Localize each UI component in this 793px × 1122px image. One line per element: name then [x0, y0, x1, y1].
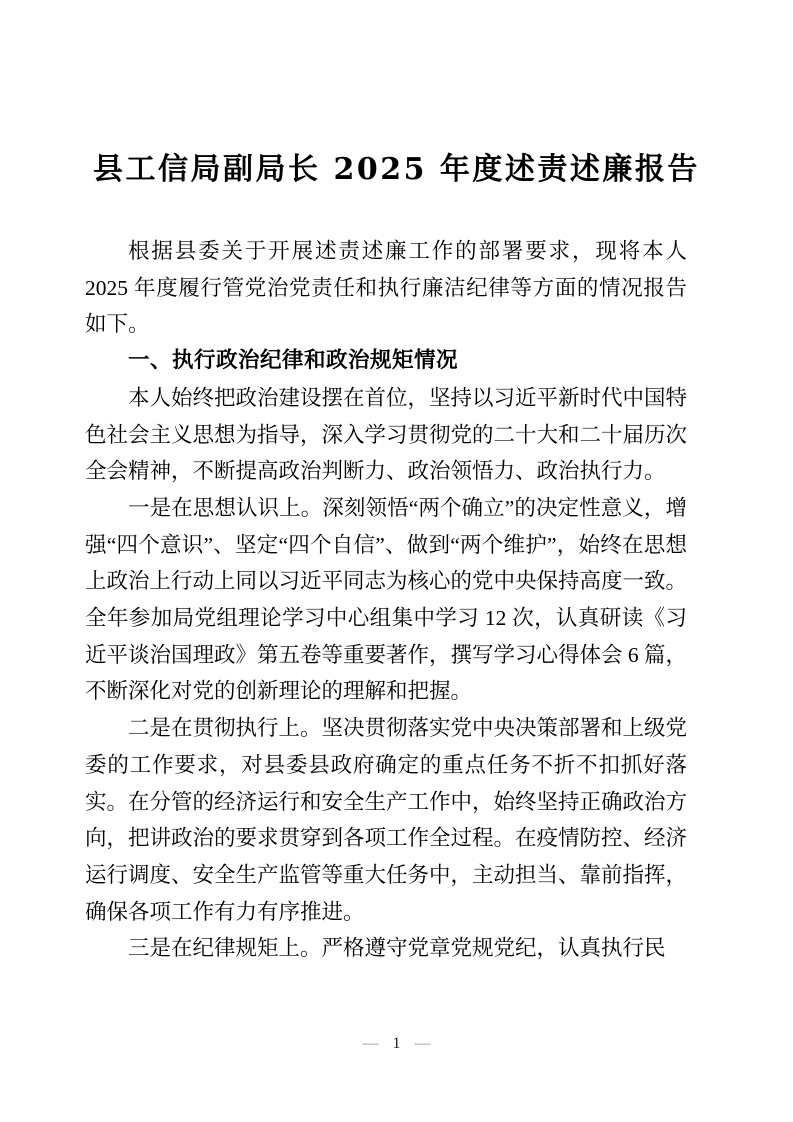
page-number: 1: [392, 1035, 401, 1052]
paragraph-political-construction: 本人始终把政治建设摆在首位，坚持以习近平新时代中国特色社会主义思想为指导，深入学习贯彻党的二十大和二十届历次全会精神，不断提高政治判断力、政治领悟力、政治执行力。: [85, 385, 688, 484]
paragraph-intro: 根据县委关于开展述责述廉工作的部署要求，现将本人 2025 年度履行管党治党责任和执行廉洁纪律等方面的情况报告如下。: [85, 239, 687, 337]
footer-dash-left: —: [362, 1035, 379, 1052]
document-title: 县工信局副局长 2025 年度述责述廉报告: [93, 152, 700, 187]
paragraph-point-2-implementation: 二是在贯彻执行上。坚决贯彻落实党中央决策部署和上级党委的工作要求，对县委县政府确定的重点任务不折不扣抓好落实。在分管的经济运行和安全生产工作中，始终坚持正确政治方向，把讲政治的要求贯穿到各项工作全过程。在疫情防控、经济运行调度、安全生产监管等重大任务中，主动担当、靠前指挥，确保各项工作有力有序推进。: [85, 716, 688, 924]
document-body: [85, 233, 687, 967]
footer-dash-right: —: [414, 1035, 431, 1052]
paragraph-point-3-discipline-truncated: 三是在纪律规矩上。严格遵守党章党规党纪，认真执行民: [128, 936, 666, 961]
page-footer: [0, 1033, 793, 1055]
paragraph-point-1-ideology: 一是在思想认识上。深刻领悟“两个确立”的决定性意义，增强“四个意识”、坚定“四个自信”、做到“两个维护”，始终在思想上政治上行动上同以习近平同志为核心的党中央保持高度一致。全年参加局党组理论学习中心组集中学习 12 次，认真研读《习近平谈治国理政》第五卷等重要著作，撰写学习心得体会 6 篇，不断深化对党的创新理论的理解和把握。: [85, 495, 688, 704]
section-1-heading: 一、执行政治纪律和政治规矩情况: [128, 348, 459, 374]
